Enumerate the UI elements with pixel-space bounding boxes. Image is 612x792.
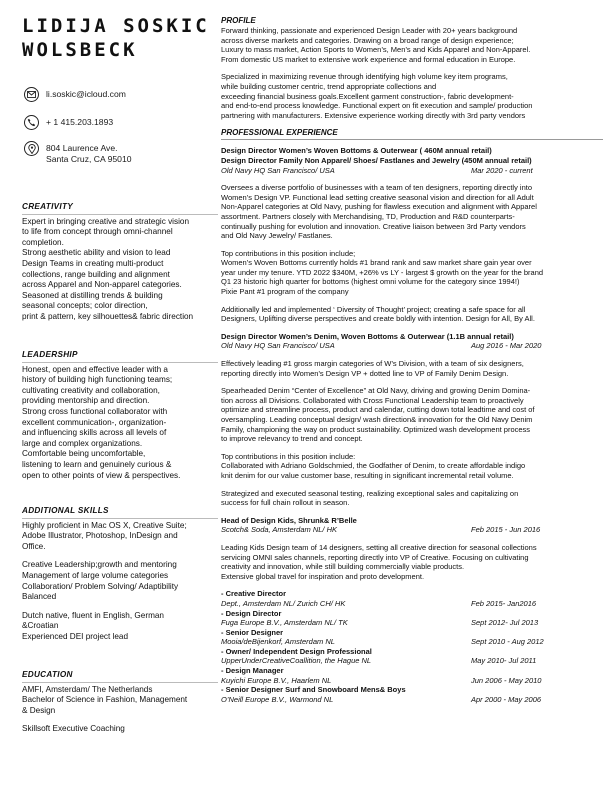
job3-para-1: Leading Kids Design team of 14 designers, setting all creative direction for seasonal collections servicing OMNI sales channels, reporting directly into VP of Creative. Focusing on cultivating creativity and innovation, while still building commercially viable products. Extensive global travel for inspiration and proto development. [221,542,537,581]
earlier-role-meta: Fuga Europe B.V., Amsterdam NL/ TK Sept 2012- Jul 2013 [221,618,539,628]
leadership-title: LEADERSHIP [22,350,218,363]
resume-name [22,14,222,62]
leadership-text: Honest, open and effective leader with a history of building high functioning teams; cultivating creativity and collaboration, providing mentorship and direction. Strong cross functional collaborator with excellent communication-, organization- and influencing skills across all levels of large and complex organizations. Comfortable being uncomfortable, listening to learn and genuinely curious & open to other points of view & perspectives. [22,364,181,480]
job1-dates: Mar 2020 - current [471,165,533,175]
profile-para-1: Forward thinking, passionate and experienced Design Leader with 20+ years background across diverse markets and categories. Drawing on a broad range of design experience; Luxury to mass market, Action Sports to Women’s, Men’s and Kids Apparel and Non-Apparel. From domestic US market to extensive work experience and formal education in Europe. [221,26,531,64]
job2-para-4: Strategized and executed seasonal testing, realizing exceptional sales and capitalizing on success for full chain rollout in season. [221,488,519,508]
name-line-1: LIDIJA SOSKIC [22,15,210,37]
education-section [22,670,218,743]
job3-title: Head of Design Kids, Shrunk& R’Belle [221,515,357,525]
job2-para-2: Spearheaded Denim “Center of Excellence” at Old Navy, driving and growing Denim Domina- tion across all Divisions. Collaborated with Cross Functional Leadership team to proactively optimize and streamline process, product and calendar, cutting down total leadtime and cost of oversampling. Leading conceptual design/ wash direction& innovation for the Old Navy Denim Family, championing the way on product sustainability. Optimized wash development process to improve relevancy to trend and concept. [221,386,535,444]
phone-icon [24,115,39,130]
job3-company: Scotch& Soda, Amsterdam NL/ HK [221,525,338,535]
earlier-role-title: - Senior Designer Surf and Snowboard Mens& Boys [221,685,406,695]
earlier-role-title: - Senior Designer [221,627,284,637]
profile-para-2: Specialized in maximizing revenue through identifying high volume key item programs, while building customer centric, trend appropriate collections and exceeding financial business goals.Excellent garment construction-, fabric development- and end-to-end process knowledge. Functional expert on fit execution and sample/ production partnering with manufacturers. Extensive experience working directly with 3rd party vendors [221,72,533,120]
creativity-text: Expert in bringing creative and strategic vision to life from concept through omni-channel completion. Strong aesthetic ability and vision to lead Design Teams in creating multi-product collections, range building and alignment across Apparel and Non-apparel categories. Seasoned at distilling trends & building seasonal concepts; color direction, print & pattern, key silhouettes& fabric direction [22,216,194,321]
skills-software: Highly proficient in Mac OS X, Creative Suite; Adobe Illustrator, Photoshop, InDesign and Office. [22,520,187,551]
education-coaching: Skillsoft Executive Coaching [22,724,125,734]
job1-title-2: Design Director Family Non Apparel/ Shoes/ Fastlanes and Jewelry (450M annual retail) [221,155,532,165]
job1-para-3: Additionally led and implemented ‘ Diversity of Thought’ project; creating a safe space for all Designers, Uplifting diverse perspectives and create boldly with intention. Design for All, By All. [221,304,535,324]
skills-leadership: Creative Leadership;growth and mentoring Management of large volume categories Collaboration/ Problem Solving/ Adaptibility Balanced [22,560,179,602]
contact-phone[interactable] [24,117,214,130]
contact-address [24,143,214,165]
email-icon [24,87,39,102]
job3-meta [221,525,603,535]
creativity-title: CREATIVITY [22,202,218,215]
earlier-role-title: - Design Director [221,608,282,618]
job2-para-1: Effectively leading #1 gross margin categories of W’s Division, with a team of six designers, reporting directly into Women’s Design VP + dotted line to VP of Family Denim Design. [221,359,524,378]
name-line-2: WOLSBECK [22,39,138,61]
earlier-role-meta: Dept., Amsterdam NL/ Zurich CH/ HK Feb 2015- Jan2016 [221,598,537,608]
phone-text[interactable]: + 1 415.203.1893 [46,117,114,127]
education-degree: AMFI, Amsterdam/ The Netherlands Bachelor of Science in Fashion, Management & Design [22,684,188,715]
earlier-role-title: - Design Manager [221,666,284,676]
job2-company: Old Navy HQ San Francisco/ USA [221,341,335,351]
job1-meta [221,166,603,176]
earlier-role-meta: O’Neill Europe B.V., Warmond NL Apr 2000 - May 2006 [221,694,542,704]
creativity-section [22,202,218,331]
contact-email[interactable] [24,89,214,102]
earlier-role-meta: Kuyichi Europe B.V., Haarlem NL Jun 2006 - May 2010 [221,675,542,685]
earlier-role-meta: Mooia/deBijenkorf, Amsterdam NL Sept 2010 - Aug 2012 [221,637,544,647]
job2-dates: Aug 2016 - Mar 2020 [471,341,542,351]
additional-skills-section [22,506,218,651]
job1-para-1: Oversees a diverse portfolio of businesses with a team of ten designers, reporting directly into Women’s Design VP. Functional lead setting creative seasonal vision and direction for all Adult Non-Apparel categories at Old Navy, pushing for flawless execution and alignment with Apparel assortment. Partners closely with Merchandising, TD, Production and R&D counterparts- continually pushing for evolution and innovation. Creative liaison between 3rd Party vendors and Old Navy Jewelry/ Fastlanes. [221,183,537,241]
location-icon [24,141,39,156]
job3-dates: Feb 2015 - Jun 2016 [471,525,541,535]
earlier-roles [221,589,603,704]
job2-para-3: Top contributions in this position include: Collaborated with Adriano Goldschmied, the Godfather of Denim, to create affordable indigo knit denim for our value customer base, resulting in significant incremental retail volume. [221,451,526,480]
job2-meta [221,341,603,351]
leadership-section [22,350,218,489]
education-title: EDUCATION [22,670,218,683]
additional-skills-title: ADDITIONAL SKILLS [22,506,218,519]
experience-title: PROFESSIONAL EXPERIENCE [221,128,603,140]
earlier-role-title: - Creative Director [221,589,287,599]
skills-languages: Dutch native, fluent in English, German &Croatian Experienced DEI project lead [22,610,164,641]
job1-para-2: Top contributions in this position include; Women’s Woven Bottoms currently holds #1 brand rank and saw market share gain year over year under my tenure. YTD 2022 $340M, +26% vs LY - largest $ growth on the year for the brand Q1 23 historic high quarter for bottoms (highest omni volume for the category since 1994!) Pixie Pant #1 program of the company [221,248,544,297]
job1-title-1: Design Director Women’s Woven Bottoms & Outerwear ( 460M annual retail) [221,146,492,156]
job1-company: Old Navy HQ San Francisco/ USA [221,165,335,175]
job2-title: Design Director Women’s Denim, Woven Bottoms & Outerwear (1.1B annual retail) [221,331,514,341]
address-line-2: Santa Cruz, CA 95010 [46,154,132,164]
earlier-role-title: - Owner/ Independent Design Professional [221,646,372,656]
email-text[interactable]: li.soskic@icloud.com [46,89,126,99]
profile-title: PROFILE [221,16,256,25]
earlier-role-meta: UpperUnderCreativeCoallition, the Hague NL May 2010- Jul 2011 [221,656,537,666]
main-column [221,16,603,704]
address-line-1: 804 Laurence Ave. [46,143,118,153]
